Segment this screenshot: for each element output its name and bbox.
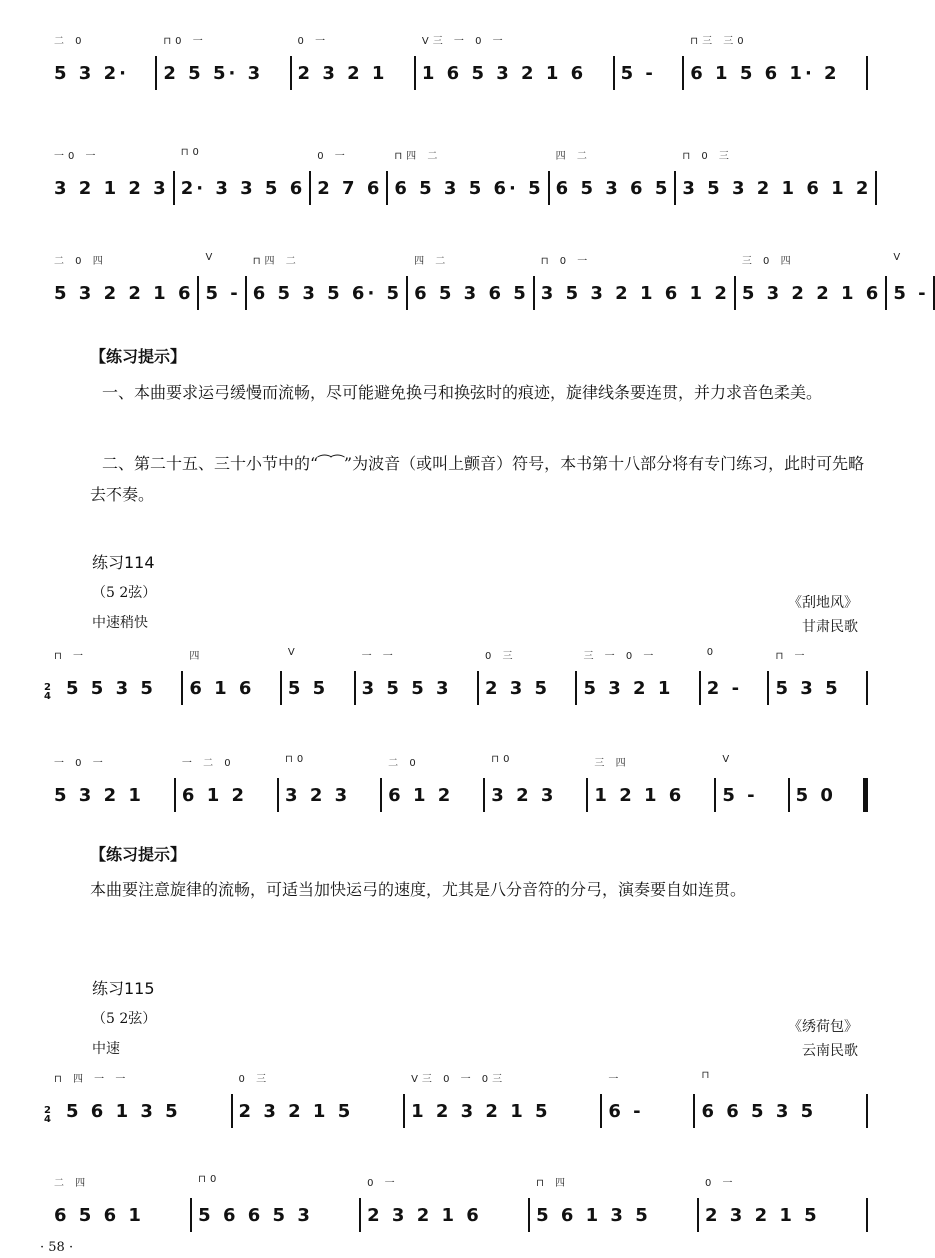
measures: [44, 1070, 868, 1130]
bowing-fingering-marks: ⊓四 二: [394, 151, 442, 162]
measure: [48, 758, 176, 814]
jianpu-notes: 3 5 5 3: [361, 678, 452, 699]
jianpu-notes: 3 2 3: [491, 785, 557, 806]
bowing-fingering-marks: 0 一: [317, 151, 349, 162]
measure: [676, 151, 877, 207]
measure: [48, 256, 199, 312]
jianpu-notes: 5 3 2 2 1 6: [54, 283, 194, 304]
measure: [602, 1074, 695, 1130]
jianpu-notes: 3 2 3: [285, 785, 351, 806]
jianpu-notes: 3 2 1 2 3: [54, 178, 169, 199]
measure: [48, 651, 183, 707]
measure: [577, 651, 700, 707]
bowing-fingering-marks: 一 二 0: [181, 758, 235, 769]
jianpu-notes: 6 -: [608, 1101, 644, 1122]
jianpu-notes: 1 2 1 6: [594, 785, 685, 806]
jianpu-notes: 1 6 5 3 2 1 6: [421, 63, 587, 84]
bar-line: [866, 671, 868, 705]
measure: [699, 1178, 868, 1234]
measure: [769, 651, 868, 707]
practice-hint-2-paragraph: 本曲要注意旋律的流畅，可适当加快运弓的速度，尤其是八分音符的分弓，演奏要自如连贯。: [90, 880, 747, 899]
jianpu-notes: 2 7 6: [317, 178, 383, 199]
jianpu-notes: 5 -: [620, 63, 656, 84]
bowing-fingering-marks: 0: [706, 647, 718, 658]
jianpu-notes: 6 1 2: [181, 785, 248, 806]
measure: [48, 36, 157, 92]
jianpu-notes: 6 5 3 6 5: [414, 283, 529, 304]
bowing-fingering-marks: ⊓0 一: [163, 36, 207, 47]
jianpu-notes: 6 1 5 6 1· 2: [690, 63, 840, 84]
exercise-115-row-2: [48, 1172, 868, 1242]
bowing-fingering-marks: 三 四: [594, 758, 630, 769]
jianpu-notes: 2 3 5: [484, 678, 551, 699]
jianpu-notes: 5 3 2 1: [54, 785, 144, 806]
measure: [887, 252, 934, 312]
practice-hint-2-title: 【练习提示】: [90, 845, 187, 864]
bowing-fingering-marks: 二 0: [54, 36, 86, 47]
measure: [199, 252, 246, 312]
exercise-114-tempo: 中速稍快: [92, 615, 148, 631]
bowing-fingering-marks: ⊓0: [198, 1174, 221, 1185]
bowing-fingering-marks: ⊓0: [491, 754, 514, 765]
bowing-fingering-marks: 三 0 四: [741, 256, 795, 267]
jianpu-notes: 2 5 5· 3: [163, 63, 264, 84]
jianpu-notes: 6 1 2: [388, 785, 454, 806]
measure: [183, 651, 282, 707]
jianpu-notes: 5 6 1 3 5: [536, 1205, 651, 1226]
jianpu-notes: 2 3 2 1 6: [367, 1205, 482, 1226]
jianpu-notes: 5 3 2 2 1 6: [741, 283, 882, 304]
measure: [176, 758, 279, 814]
bowing-fingering-marks: V: [205, 252, 217, 263]
jianpu-notes: 5 3 2 1: [583, 678, 674, 699]
jianpu-notes: 5 5 3 5: [66, 678, 156, 699]
time-signature: 2 4: [44, 682, 51, 702]
measure: [485, 754, 588, 814]
bar-line: [863, 778, 868, 812]
bowing-fingering-marks: ⊓ 一: [54, 651, 87, 662]
measures: [48, 36, 868, 92]
jianpu-notes: 6 6 5 3 5: [701, 1101, 817, 1122]
jianpu-notes: 3 5 3 2 1 6 1 2: [540, 283, 730, 304]
jianpu-notes: 6 5 3 6 5: [555, 178, 671, 199]
jianpu-notes: 2 -: [706, 678, 743, 699]
jianpu-notes: 6 5 3 5 6· 5: [252, 283, 403, 304]
bowing-fingering-marks: ⊓0: [180, 147, 203, 158]
measure: [388, 151, 549, 207]
practice-hint-paragraph-2: 二、第二十五、三十小节中的“⁀⁀”为波音（或叫上颤音）符号，本书第十八部分将有专门练习，此时可先略去不奏。: [90, 454, 865, 504]
notation-row-3: [48, 250, 929, 320]
exercise-114-origin: 甘肃民歌: [802, 619, 858, 635]
measures: [44, 647, 868, 707]
jianpu-notes: 3 5 3 2 1 6 1 2: [682, 178, 872, 199]
bowing-fingering-marks: 一: [608, 1074, 623, 1085]
measure: [701, 647, 770, 707]
bowing-fingering-marks: V三 一 0 一: [421, 36, 507, 47]
measure: [790, 770, 868, 814]
measure: [615, 48, 685, 92]
measure: [192, 1174, 361, 1234]
measure: [233, 1074, 406, 1130]
bowing-fingering-marks: 0 三: [484, 651, 517, 662]
measure: [361, 1178, 530, 1234]
bowing-fingering-marks: 四 二: [555, 151, 591, 162]
bowing-fingering-marks: 四 二: [414, 256, 450, 267]
bowing-fingering-marks: ⊓0: [285, 754, 308, 765]
jianpu-notes: 2 3 2 1 5: [705, 1205, 820, 1226]
time-signature: 2 4: [44, 1105, 51, 1125]
measure: [416, 36, 615, 92]
bowing-fingering-marks: 二 0 四: [54, 256, 107, 267]
bowing-fingering-marks: ⊓ 四: [536, 1178, 570, 1189]
measures: [48, 147, 872, 207]
measure: [588, 758, 716, 814]
exercise-115-tempo: 中速: [92, 1041, 120, 1057]
bowing-fingering-marks: 0 三: [238, 1074, 271, 1085]
practice-hint-paragraph-1: 一、本曲要求运弓缓慢而流畅，尽可能避免换弓和换弦时的痕迹，旋律线条要连贯，并力求音色柔美。: [102, 383, 823, 402]
measure: [736, 256, 887, 312]
measure: [311, 151, 388, 207]
bowing-fingering-marks: 0 一: [297, 36, 330, 47]
bar-line: [933, 276, 935, 310]
bowing-fingering-marks: 二 0: [388, 758, 420, 769]
measure: [382, 758, 485, 814]
exercise-114-title: 练习114: [92, 553, 155, 572]
measure: [356, 651, 479, 707]
jianpu-notes: 5 5: [287, 678, 329, 699]
bowing-fingering-marks: ⊓三 三0: [690, 36, 748, 47]
measures: [48, 252, 929, 312]
jianpu-notes: 2 3 2 1 5: [238, 1101, 354, 1122]
jianpu-notes: 6 5 3 5 6· 5: [394, 178, 544, 199]
measure: [716, 754, 789, 814]
exercise-115-strings: （5 2弦）: [92, 1011, 157, 1027]
bar-line: [866, 1094, 868, 1128]
notation-row-2: [48, 145, 872, 215]
exercise-115-song-title: 《绣荷包》: [788, 1019, 858, 1035]
bowing-fingering-marks: 0 一: [705, 1178, 737, 1189]
exercise-114-strings: （5 2弦）: [92, 585, 157, 601]
bowing-fingering-marks: 一 0 一: [54, 758, 107, 769]
page-number: · 58 ·: [40, 1240, 74, 1255]
bowing-fingering-marks: 一 一: [361, 651, 397, 662]
practice-hint-title: 【练习提示】: [90, 347, 187, 366]
jianpu-notes: 2· 3 3 5 6: [180, 178, 306, 199]
jianpu-notes: 5 6 6 5 3: [198, 1205, 313, 1226]
jianpu-notes: 5 -: [893, 283, 929, 304]
bowing-fingering-marks: V: [893, 252, 905, 263]
bowing-fingering-marks: ⊓: [701, 1070, 714, 1081]
bowing-fingering-marks: 0 一: [367, 1178, 399, 1189]
jianpu-notes: 5 -: [205, 283, 241, 304]
jianpu-notes: 5 3 5: [775, 678, 841, 699]
bowing-fingering-marks: ⊓ 四 一 一: [54, 1074, 130, 1085]
jianpu-notes: 6 5 6 1: [54, 1205, 144, 1226]
jianpu-notes: 1 2 3 2 1 5: [411, 1101, 551, 1122]
measure: [48, 1074, 233, 1130]
jianpu-notes: 5 0: [795, 785, 836, 806]
bowing-fingering-marks: V: [722, 754, 734, 765]
exercise-114-row-2: [48, 752, 868, 822]
notation-row-1: [48, 30, 868, 100]
measure: [292, 36, 416, 92]
exercise-115-row-1: [44, 1068, 868, 1138]
bowing-fingering-marks: ⊓ 0 一: [540, 256, 592, 267]
measures: [48, 754, 868, 814]
measures: [48, 1174, 868, 1234]
exercise-114-row-1: [44, 645, 868, 715]
measure: [535, 256, 736, 312]
bowing-fingering-marks: V三 0 一 0三: [411, 1074, 507, 1085]
measure: [157, 36, 291, 92]
measure: [695, 1070, 868, 1130]
bowing-fingering-marks: ⊓ 一: [775, 651, 809, 662]
bar-line: [875, 171, 877, 205]
measure: [247, 256, 408, 312]
measure: [48, 151, 175, 207]
jianpu-notes: 2 3 2 1: [297, 63, 388, 84]
bar-line: [866, 56, 868, 90]
measure: [279, 754, 382, 814]
jianpu-notes: 6 1 6: [189, 678, 255, 699]
measure: [175, 147, 312, 207]
bar-line: [866, 1198, 868, 1232]
jianpu-notes: 5 -: [722, 785, 758, 806]
measure: [479, 651, 578, 707]
measure: [405, 1074, 602, 1130]
bowing-fingering-marks: 三 一 0 一: [583, 651, 658, 662]
bowing-fingering-marks: 一0 一: [54, 151, 100, 162]
measure: [48, 1178, 192, 1234]
exercise-114-song-title: 《刮地风》: [788, 595, 858, 611]
measure: [530, 1178, 699, 1234]
bowing-fingering-marks: ⊓四 二: [252, 256, 300, 267]
measure: [282, 647, 356, 707]
bowing-fingering-marks: 二 四: [54, 1178, 90, 1189]
measure: [408, 256, 535, 312]
exercise-115-origin: 云南民歌: [802, 1043, 858, 1059]
bowing-fingering-marks: V: [287, 647, 299, 658]
jianpu-notes: 5 3 2·: [54, 63, 129, 84]
bowing-fingering-marks: ⊓ 0 三: [682, 151, 733, 162]
measure: [684, 36, 868, 92]
bowing-fingering-marks: 四: [189, 651, 204, 662]
measure: [550, 151, 677, 207]
jianpu-notes: 5 6 1 3 5: [66, 1101, 181, 1122]
exercise-115-title: 练习115: [92, 979, 155, 998]
